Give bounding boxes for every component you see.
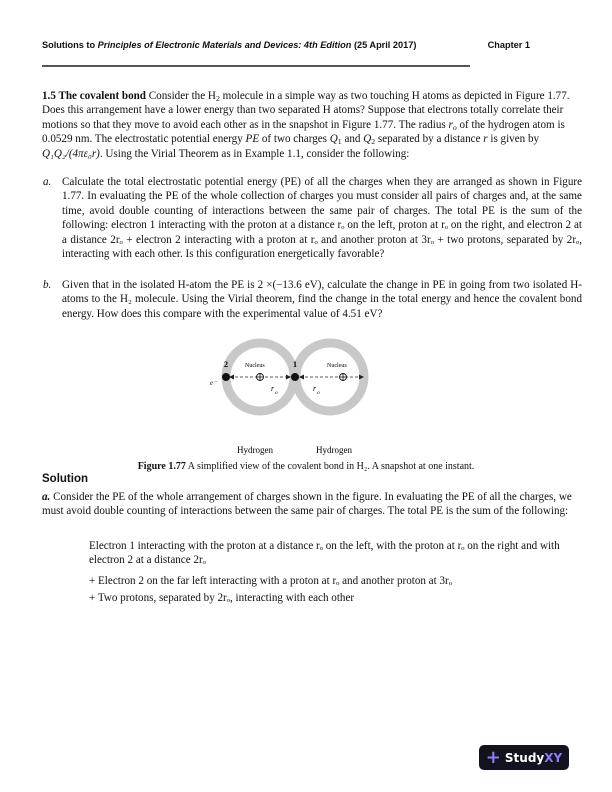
header-divider [42, 65, 470, 67]
header-title [42, 40, 416, 50]
electron-1 [291, 373, 299, 381]
brand-main: Study [504, 750, 545, 765]
intro-text: molecule in a simple way as two touching H atoms as depicted in Figure 1.77. Does this arrangement have a lower energy than two separated H atoms? Suppose that electrons totally correlate their motions so that they move to avoid each other as in the snapshot in Figure 1.77. The radius [42, 90, 570, 131]
caption-text: A simplified view of the covalent bond in H₂. A snapshot at one instant. [185, 461, 475, 472]
figure-h2-bond [205, 337, 405, 462]
figure-caption [0, 460, 612, 474]
label-atom-left: Hydrogen [237, 445, 273, 455]
header-chapter: Chapter 1 [487, 40, 530, 50]
caption-label: Figure 1.77 [137, 461, 186, 472]
plus-icon: + [485, 746, 501, 768]
label-electron-2: 2 [224, 360, 228, 369]
intro-text: Consider the H [145, 90, 216, 102]
symbol-q2: Q [363, 133, 372, 146]
label-atom-right: Hydrogen [316, 445, 352, 455]
intro-text: separated by a distance [375, 133, 484, 146]
label-radius-left: r [271, 384, 275, 393]
label-radius-sub: o [317, 390, 320, 396]
problem-item-b [42, 278, 582, 321]
label-radius-right: r [313, 384, 317, 393]
label-electron-1: 1 [293, 360, 297, 369]
intro-text: . Using the Virial Theorem as in Example 1.1, consider the following: [99, 147, 410, 160]
symbol-q1: Q [329, 133, 338, 146]
brand-accent: XY [544, 750, 563, 765]
solution-step: Electron 1 interacting with the proton at a distance rₒ on the left, with the proton at rₒ on the right and with electron 2 at a distance 2rₒ [89, 540, 560, 567]
label-electron-symbol: e⁻ [210, 379, 217, 387]
subscript: o [452, 122, 457, 132]
item-text: Calculate the total electrostatic potential energy (PE) of all the charges when they are arranged as shown in Figure 1.77. In evaluating the PE of the whole collection of charges you must consider all pairs of charges and, at the same time, avoid double counting of interactions between the same pair of charges. The total PE is the sum of the following: electron 1 interacting with the proton at a distance rₒ on the left, proton at rₒ on the right, and electron 2 at a distance 2rₒ + electron 2 interacting with a proton at rₒ and another proton at 3rₒ + two protons, separated by 2rₒ, interacting with each other. Is this configuration energetically favorable? [62, 176, 582, 261]
header-date: (25 April 2017) [351, 40, 417, 50]
label-nucleus-left: Nucleus [245, 363, 265, 369]
subscript: 2 [215, 94, 220, 103]
nucleus-right-icon [340, 374, 347, 381]
solution-step: + Electron 2 on the far left interacting with a proton at rₒ and another proton at 3rₒ [89, 575, 452, 587]
symbol-r: r [448, 118, 453, 131]
solution-step: + Two protons, separated by 2rₒ, interacting with each other [89, 592, 355, 604]
solution-part-label: a. [42, 491, 51, 503]
header-prefix: Solutions to [42, 40, 98, 50]
intro-text: and [341, 133, 364, 146]
solution-part-a [42, 490, 577, 519]
solution-part-text: Consider the PE of the whole arrangement of charges shown in the figure. In evaluating the PE of all the charges, we must avoid double counting of interactions between the same pair of charges. The total PE is the sum of the following: [42, 491, 572, 518]
intro-text: of two charges [259, 133, 330, 146]
subscript: 2 [371, 137, 376, 147]
label-nucleus-right: Nucleus [327, 363, 347, 369]
studyxy-logo[interactable] [479, 745, 569, 770]
nucleus-left-icon [257, 374, 264, 381]
symbol-pe: PE [245, 133, 260, 146]
electron-2 [222, 373, 230, 381]
problem-item-a [42, 175, 582, 261]
header-book-title: Principles of Electronic Materials and Devices: 4th Edition [97, 40, 352, 50]
formula: Q₁Q₂/(4πε₀r) [42, 147, 100, 160]
problem-intro [42, 89, 582, 161]
item-text: Given that in the isolated H-atom the PE is 2 ×(−13.6 eV), calculate the change in PE in going from two isolated H-atoms to the H₂ molecule. Using the Virial theorem, find the change in the total energy and hence the covalent bond energy. How does this compare with the experimental value of 4.51 eV? [62, 279, 582, 320]
item-marker: a. [43, 176, 52, 188]
intro-text: of the hydrogen atom is 0.0529 nm. The electrostatic potential energy [42, 118, 565, 146]
problem-title: 1.5 The covalent bond [42, 90, 146, 102]
symbol-r: r [483, 133, 488, 146]
subscript: 1 [337, 137, 342, 147]
item-marker: b. [43, 279, 52, 291]
intro-text: is given by [487, 133, 540, 146]
label-radius-sub: o [275, 390, 278, 396]
solution-heading: Solution [42, 473, 88, 485]
